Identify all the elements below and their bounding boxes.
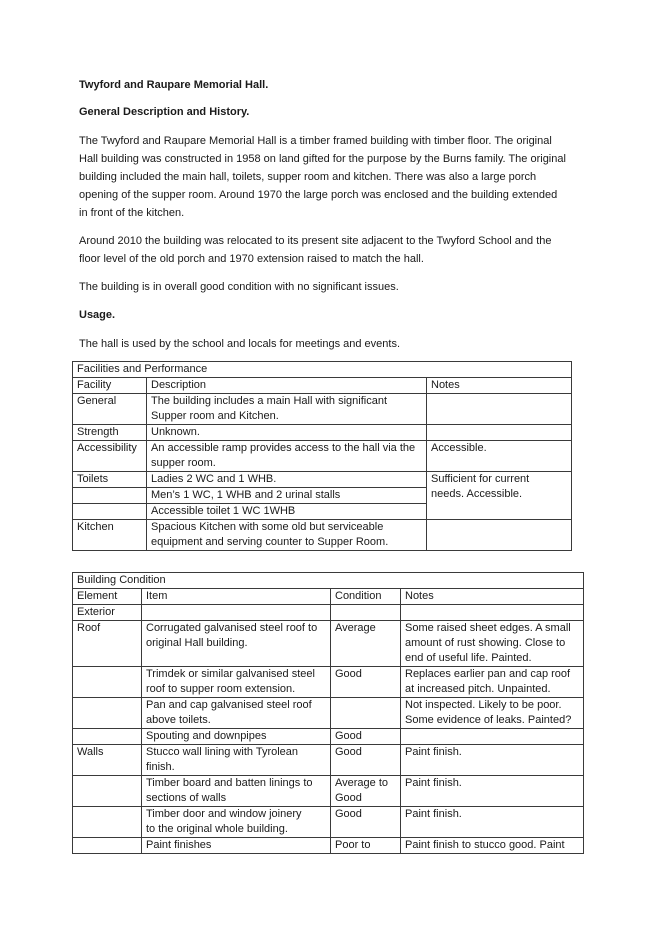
cell-line: Some raised sheet edges. A small <box>405 622 571 634</box>
cell-line: above toilets. <box>146 714 211 726</box>
notes-cell <box>427 472 572 520</box>
text-line: floor level of the old porch and 1970 extension raised to match the hall. <box>79 253 424 265</box>
cell-line: Trimdek or similar galvanised steel <box>146 668 315 680</box>
notes-cell <box>401 776 584 807</box>
facilities-table <box>72 361 572 551</box>
cell-line: An accessible ramp provides access to the hall via the <box>151 442 416 454</box>
notes-cell <box>427 394 572 425</box>
notes-cell: Accessible. <box>427 441 572 472</box>
notes-cell <box>401 667 584 698</box>
cell-line: Paint finishes <box>146 839 212 851</box>
table-row <box>73 667 584 698</box>
item-cell <box>142 745 331 776</box>
facility-cell: Kitchen <box>73 520 147 551</box>
cell-line: needs. Accessible. <box>431 488 523 500</box>
condition-rows <box>73 621 584 854</box>
table-header-row <box>73 589 584 605</box>
condition-cell <box>331 745 401 776</box>
item-cell <box>142 807 331 838</box>
table-row <box>73 605 584 621</box>
description-cell: Ladies 2 WC and 1 WHB. <box>147 472 427 488</box>
notes-cell <box>401 621 584 667</box>
paragraph-history <box>79 132 579 222</box>
cell-line: to the original whole building. <box>146 823 288 835</box>
cell-line: amount of rust showing. Close to <box>405 637 566 649</box>
table-row <box>73 776 584 807</box>
building-condition-table <box>72 572 584 854</box>
element-cell: Exterior <box>73 605 142 621</box>
cell-line: Paint finish. <box>405 746 462 758</box>
description-cell <box>147 520 427 551</box>
table-title-row <box>73 573 584 589</box>
column-header: Element <box>73 589 142 605</box>
text-line: Hall building was constructed in 1958 on land gifted for the purpose by the Burns family. The original <box>79 153 566 165</box>
cell-line: finish. <box>146 761 175 773</box>
element-cell: Walls <box>73 745 142 776</box>
cell-line: Good <box>335 746 362 758</box>
cell-line: Paint finish. <box>405 777 462 789</box>
cell-line: equipment and serving counter to Supper Room. <box>151 536 389 548</box>
cell-line: The building includes a main Hall with significant <box>151 395 388 407</box>
element-cell <box>73 698 142 729</box>
table-row <box>73 729 584 745</box>
item-cell <box>142 605 331 621</box>
table-row <box>73 745 584 776</box>
element-cell: Roof <box>73 621 142 667</box>
cell-line: Good <box>335 808 362 820</box>
cell-line: Replaces earlier pan and cap roof <box>405 668 571 680</box>
table-title-row <box>73 362 572 378</box>
cell-line: end of useful life. Painted. <box>405 652 532 664</box>
item-cell <box>142 776 331 807</box>
condition-cell <box>331 807 401 838</box>
cell-line: Corrugated galvanised steel roof to <box>146 622 318 634</box>
notes-cell <box>401 838 584 854</box>
document-title: Twyford and Raupare Memorial Hall. <box>79 79 269 91</box>
cell-line: Average to <box>335 777 389 789</box>
cell-line: roof to supper room extension. <box>146 683 296 695</box>
cell-line: Sufficient for current <box>431 473 530 485</box>
text-line: building included the main hall, toilets, supper room and kitchen. There was also a large porch <box>79 171 537 183</box>
table-row <box>73 807 584 838</box>
cell-line: Good <box>335 668 362 680</box>
notes-cell <box>401 605 584 621</box>
notes-cell <box>401 729 584 745</box>
condition-cell <box>331 729 401 745</box>
facility-cell: Accessibility <box>73 441 147 472</box>
condition-cell <box>331 621 401 667</box>
element-cell <box>73 667 142 698</box>
cell-line: Good <box>335 792 362 804</box>
notes-cell <box>401 745 584 776</box>
notes-cell <box>401 807 584 838</box>
condition-cell <box>331 838 401 854</box>
table-row <box>73 621 584 667</box>
item-cell <box>142 621 331 667</box>
table-row <box>73 441 572 472</box>
item-cell <box>142 698 331 729</box>
notes-cell <box>427 520 572 551</box>
cell-line: Timber door and window joinery <box>146 808 302 820</box>
cell-line: original Hall building. <box>146 637 248 649</box>
table-title: Facilities and Performance <box>73 362 572 378</box>
cell-line: Spouting and downpipes <box>146 730 267 742</box>
column-header: Notes <box>427 378 572 394</box>
cell-line: Supper room and Kitchen. <box>151 410 279 422</box>
text-line: in front of the kitchen. <box>79 207 185 219</box>
table-row <box>73 472 572 488</box>
facility-cell: Toilets <box>73 472 147 488</box>
element-cell <box>73 838 142 854</box>
column-header: Item <box>142 589 331 605</box>
cell-line: Stucco wall lining with Tyrolean <box>146 746 299 758</box>
column-header: Condition <box>331 589 401 605</box>
cell-line: Average <box>335 622 376 634</box>
description-cell <box>147 441 427 472</box>
description-cell <box>147 394 427 425</box>
condition-cell <box>331 667 401 698</box>
cell-line: Poor to <box>335 839 371 851</box>
element-cell <box>73 807 142 838</box>
cell-line: at increased pitch. Unpainted. <box>405 683 551 695</box>
table-row <box>73 698 584 729</box>
section-heading-general: General Description and History. <box>79 106 250 118</box>
cell-line: Timber board and batten linings to <box>146 777 313 789</box>
table-row <box>73 394 572 425</box>
facility-cell: General <box>73 394 147 425</box>
facility-cell <box>73 504 147 520</box>
cell-line: Some evidence of leaks. Painted? <box>405 714 572 726</box>
cell-line: Spacious Kitchen with some old but serviceable <box>151 521 384 533</box>
condition-cell <box>331 698 401 729</box>
column-header: Description <box>147 378 427 394</box>
section-heading-usage: Usage. <box>79 309 116 321</box>
text-line: opening of the supper room. Around 1970 the large porch was enclosed and the building extended <box>79 189 558 201</box>
table-row <box>73 838 584 854</box>
column-header: Notes <box>401 589 584 605</box>
cell-line: Paint finish. <box>405 808 462 820</box>
cell-line: Not inspected. Likely to be poor. <box>405 699 562 711</box>
description-cell: Accessible toilet 1 WC 1WHB <box>147 504 427 520</box>
notes-cell <box>427 425 572 441</box>
cell-line: Pan and cap galvanised steel roof <box>146 699 312 711</box>
cell-line: sections of walls <box>146 792 227 804</box>
description-cell: Unknown. <box>147 425 427 441</box>
text-line: The Twyford and Raupare Memorial Hall is a timber framed building with timber floor. The original <box>79 135 552 147</box>
text-line: Around 2010 the building was relocated to its present site adjacent to the Twyford School and the <box>79 235 552 247</box>
notes-cell <box>401 698 584 729</box>
table-row <box>73 425 572 441</box>
table-row <box>73 520 572 551</box>
table-title: Building Condition <box>73 573 584 589</box>
column-header: Facility <box>73 378 147 394</box>
cell-line: supper room. <box>151 457 216 469</box>
table-header-row <box>73 378 572 394</box>
item-cell <box>142 729 331 745</box>
paragraph-condition-summary: The building is in overall good condition with no significant issues. <box>79 281 399 293</box>
facility-cell: Strength <box>73 425 147 441</box>
facility-cell <box>73 488 147 504</box>
element-cell <box>73 776 142 807</box>
cell-line: Good <box>335 730 362 742</box>
condition-cell <box>331 776 401 807</box>
condition-cell <box>331 605 401 621</box>
cell-line: Paint finish to stucco good. Paint <box>405 839 565 851</box>
element-cell <box>73 729 142 745</box>
document-body <box>79 78 579 353</box>
item-cell <box>142 667 331 698</box>
paragraph-usage: The hall is used by the school and locals for meetings and events. <box>79 338 401 350</box>
item-cell <box>142 838 331 854</box>
description-cell: Men’s 1 WC, 1 WHB and 2 urinal stalls <box>147 488 427 504</box>
paragraph-relocation <box>79 232 579 268</box>
